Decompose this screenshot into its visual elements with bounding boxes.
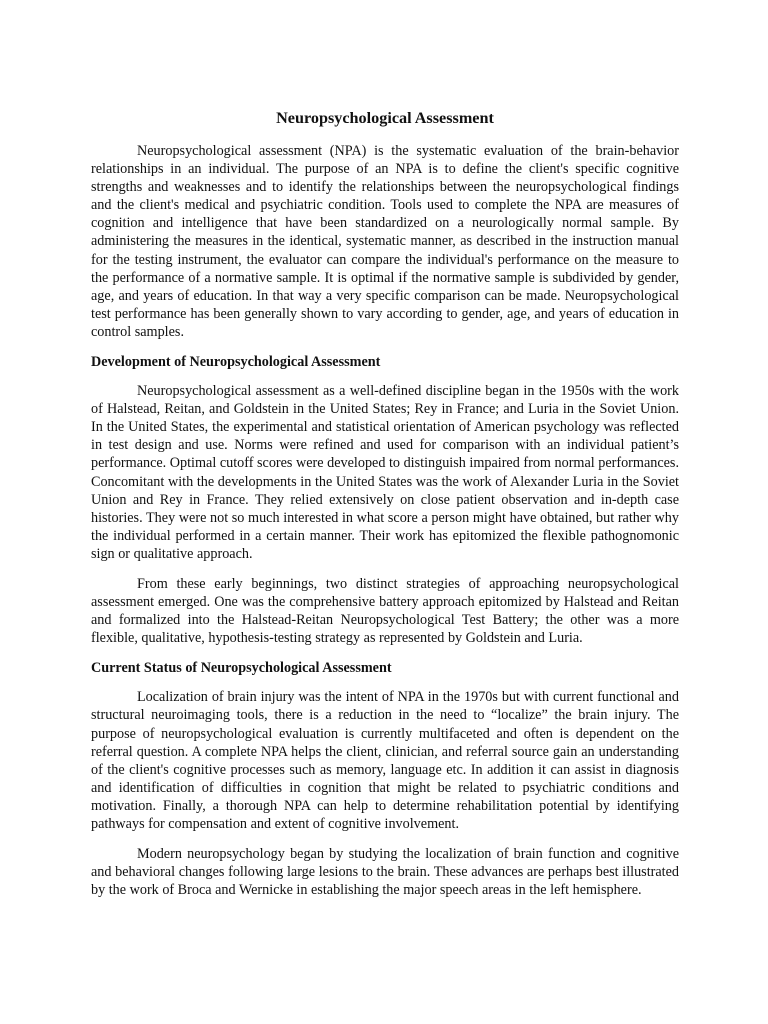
section-heading: Development of Neuropsychological Assessment <box>91 354 381 371</box>
paragraph: From these early beginnings, two distinct strategies of approaching neuropsychological assessment emerged. One was the comprehensive battery approach epitomized by Halstead and Reitan and formalized into the Halstead-Reitan Neuropsychological Test Battery; the other was a more flexible, qualitative, hypothesis-testing strategy as represented by Goldstein and Luria. <box>91 575 679 647</box>
paragraph: Neuropsychological assessment as a well-defined discipline began in the 1950s with the work of Halstead, Reitan, and Goldstein in the United States; Rey in France; and Luria in the Soviet Union. In the United States, the experimental and statistical orientation of American psychology was reflected in test design and use. Norms were refined and used for comparison with an individual patient’s performance. Optimal cutoff scores were developed to distinguish impaired from normal performances. Concomitant with the developments in the United States was the work of Alexander Luria in the Soviet Union and Rey in France. They relied extensively on close patient observation and in-depth case histories. They were not so much interested in what score a person might have obtained, but rather why the individual performed in a certain manner. Their work has epitomized the flexible pathognomonic sign or qualitative approach. <box>91 383 679 562</box>
section-heading: Current Status of Neuropsychological Assessment <box>91 660 392 677</box>
section-development <box>91 353 679 647</box>
page-title: Neuropsychological Assessment <box>276 109 494 127</box>
intro-paragraph: Neuropsychological assessment (NPA) is the systematic evaluation of the brain-behavior relationships in an individual. The purpose of an NPA is to define the client's specific cognitive strengths and weaknesses and to identify the relationships between the neuropsychological findings and the client's medical and psychiatric condition. Tools used to complete the NPA are measures of cognition and intelligence that have been standardized on a neurologically normal sample. By administering the measures in the identical, systematic manner, as described in the instruction manual for the testing instrument, the evaluator can compare the individual's performance on the measure to the performance of a normative sample. It is optimal if the normative sample is subdivided by gender, age, and years of education. In that way a very specific comparison can be made. Neuropsychological test performance has been generally shown to vary according to gender, age, and years of education in control samples. <box>91 143 679 340</box>
document-page <box>91 108 679 911</box>
section-current-status <box>91 659 679 899</box>
paragraph: Localization of brain injury was the intent of NPA in the 1970s but with current functional and structural neuroimaging tools, there is a reduction in the need to “localize” the brain injury. The purpose of neuropsychological evaluation is currently multifaceted and often is dependent on the referral question. A complete NPA helps the client, clinician, and referral source gain an understanding of the client's cognitive processes such as memory, language etc. In addition it can assist in diagnosis and identification of difficulties in cognition that might be related to psychiatric conditions and motivation. Finally, a thorough NPA can help to determine rehabilitation potential by identifying pathways for compensation and extent of cognitive involvement. <box>91 689 679 832</box>
paragraph: Modern neuropsychology began by studying the localization of brain function and cognitive and behavioral changes following large lesions to the brain. These advances are perhaps best illustrated by the work of Broca and Wernicke in establishing the major speech areas in the left hemisphere. <box>91 846 679 899</box>
